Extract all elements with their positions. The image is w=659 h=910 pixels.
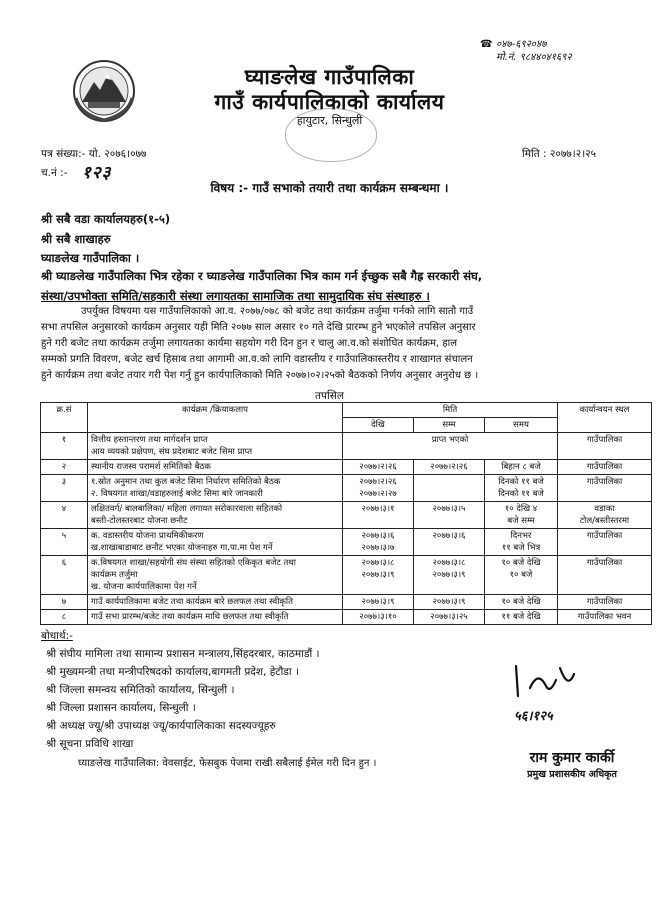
cell-activity: लक्षितवर्ग/ बालबालिका/ महिला लगायत सरोकारवाला सहितको बस्ती-टोलस्तरबाट योजना छनौट <box>88 502 343 529</box>
cell-sn: २ <box>41 460 88 475</box>
header-from: देखि <box>343 418 414 433</box>
cell-sn: १ <box>41 433 88 460</box>
cc-item: श्री जिल्ला समन्वय समितिको कार्यालय, सिन्धुली । <box>46 684 235 696</box>
cell-time: ११ बजे देखि <box>485 610 558 625</box>
office-stamp <box>285 108 377 162</box>
cell-from: २०७७।२।२६ २०७७।२।२७ <box>343 475 414 502</box>
cell-from: २०७७।३।१० <box>343 610 414 625</box>
dispatch-label: च.नं :- <box>41 167 68 179</box>
table-row <box>41 610 652 625</box>
header-sn: क्र.सं <box>41 403 88 433</box>
mobile-number: मो.नं. ९८४४०४१६९२ <box>496 52 572 63</box>
body-line-2: सभा तपसिल अनुसारको कार्यक्रम अनुसार यही मिति २०७७ साल असार १० गते देखि प्रारम्भ हुने भएकोले तपसिल अनुसार <box>41 322 476 333</box>
cell-location: गाउँपालिका भवन <box>558 610 652 625</box>
signature-scribble <box>508 660 628 700</box>
cell-to: २०७७।३।९ <box>414 595 485 610</box>
office-name: गाउँ कार्यपालिकाको कार्यालय <box>214 90 445 114</box>
cell-from: प्राप्त भएको <box>343 433 558 460</box>
letter-subject: विषय :- गाउँ सभाको तयारी तथा कार्यक्रम सम्बन्धमा । <box>210 181 449 195</box>
table-row <box>41 556 652 595</box>
letter-body <box>41 304 641 384</box>
cell-location: वडाका टोल/बस्तीस्तरमा <box>558 502 652 529</box>
cell-from: २०७७।२।२६ <box>343 460 414 475</box>
cell-to: २०७७।३।५ <box>414 502 485 529</box>
table-row <box>41 502 652 529</box>
schedule-caption: तपसिल <box>315 390 344 402</box>
cc-item: श्री सूचना प्रविधि शाखा <box>46 738 134 750</box>
header-to: सम्म <box>414 418 485 433</box>
table-row <box>41 460 652 475</box>
cell-location: गाउँपालिका <box>558 433 652 460</box>
table-row <box>41 595 652 610</box>
cell-time: १० बजे देखि <box>485 595 558 610</box>
municipality-name: घ्याङलेख गाउँपालिका <box>244 65 415 89</box>
cell-to: २०७७।३।८ २०७७।३।९ <box>414 556 485 595</box>
schedule-table <box>40 402 652 625</box>
header-time: समय <box>485 418 558 433</box>
cell-activity: वित्तीय हस्तान्तरण तथा मार्गदर्शन प्राप्त आय व्ययको प्रक्षेपण, संघ प्रदेशबाट बजेट सिमा प्राप्त <box>88 433 343 460</box>
cell-activity: क.विषयगत शाखा/सहयोगी संघ संस्था सहितको एकिकृत बजेट तथा कार्यक्रम तर्जुमा ख. योजना कार्यपालिकामा पेश गर्ने <box>88 556 343 595</box>
cell-sn: ६ <box>41 556 88 595</box>
body-line-3: हुने गरी बजेट तथा कार्यक्रम तर्जुमा लगायतका कार्यमा सहयोग गरी दिन हुन र चालु आ.व.को संशोधित कार्यक्रम, हाल <box>41 338 457 349</box>
body-line-5: हुने कार्यक्रम तथा बजेट तयार गरी पेश गर्नु हुन कार्यपालिकाको मिति २०७७।०२।२५को बैठकको निर्णय अनुसार अनुरोध छ । <box>41 370 479 381</box>
cc-item: श्री जिल्ला प्रशासन कार्यालय, सिन्धुली । <box>46 702 196 714</box>
cell-sn: ७ <box>41 595 88 610</box>
cc-item: श्री संघीय मामिला तथा सामान्य प्रशासन मन्त्रालय,सिंहदरबार, काठमाडौं । <box>46 648 320 660</box>
header-location: कार्यान्वयन स्थल <box>558 403 652 433</box>
cell-activity: गाउँ कार्यपालिकामा बजेट तथा कार्यक्रम बारे छलफल तथा स्वीकृति <box>88 595 343 610</box>
cell-sn: ५ <box>41 529 88 556</box>
cell-activity: क. वडास्तरीय योजना प्राथमिकीकरण ख.शाखाबाडाबाट छनौट भएका योजनाहरु गा.पा.मा पेश गर्ने <box>88 529 343 556</box>
schedule-table-body <box>41 433 652 625</box>
cell-time: दिनभर ११ बजे भित्र <box>485 529 558 556</box>
cell-from: २०७७।३।१ <box>343 502 414 529</box>
cell-time: बिहान ८ बजे <box>485 460 558 475</box>
addressee-municipality: घ्याङलेख गाउँपालिका । <box>41 251 140 265</box>
addressee-organizations-line1: श्री घ्याङलेख गाउँपालिका भित्र रहेका र घ्याङलेख गाउँपालिका भित्र काम गर्न ईच्छुक सबै गैह्र सरकारी संघ, <box>41 269 483 283</box>
office-address: हायुटार, सिन्धुली <box>296 114 363 127</box>
table-row <box>41 475 652 502</box>
cell-to <box>414 475 485 502</box>
addressee-sections: श्री सबै शाखाहरु <box>41 232 111 246</box>
table-header-row <box>41 403 652 418</box>
addressee-organizations <box>41 266 631 306</box>
cell-sn: ८ <box>41 610 88 625</box>
phone-number: ०४७-६९२०४७ <box>496 39 547 50</box>
cell-location: गाउँपालिका <box>558 556 652 595</box>
addressee-ward-offices: श्री सबै वडा कार्यालयहरु(१-५) <box>41 212 171 226</box>
cell-sn: ४ <box>41 502 88 529</box>
cell-location: गाउँपालिका <box>558 460 652 475</box>
cell-time: १० बजे देखि १० बजे <box>485 556 558 595</box>
cell-activity: गाउँ सभा प्रारम्भ/बजेट तथा कार्यक्रम माथि छलफल तथा स्वीकृति <box>88 610 343 625</box>
header-activity: कार्यक्रम /क्रियाकलाप <box>88 403 343 433</box>
letter-date: मिति : २०७७।२।२५ <box>522 148 597 160</box>
signature-date: ५६।१२५ <box>514 709 553 724</box>
cell-to: २०७७।३।६ <box>414 529 485 556</box>
dispatch-number: १२३ <box>82 163 112 183</box>
body-line-1: उपर्युक्त विषयमा यस गाउँपालिकाको आ.व. २०७७/०७८ को बजेट तथा कार्यक्रम तर्जुमा गर्नको लागि सातौ गाउँ <box>81 306 474 317</box>
cell-time: १० देखि ४ बजे सम्म <box>485 502 558 529</box>
cc-final-note: घ्याङलेख गाउँपालिका: वेवसाईट, फेसबुक पेजमा राखी सबैलाई ईमेल गरी दिन हुन । <box>78 758 377 769</box>
cell-to: २०७७।३।२५ <box>414 610 485 625</box>
cell-activity: १.स्रोत अनुमान तथा कुल बजेट सिमा निर्धारण समितिको बैठक २. विषयगत शाखा/वडाहरुलाई बजेट सिमा बारे जानकारी <box>88 475 343 502</box>
signatory-title: प्रमुख प्रशासकीय अधिकृत <box>527 769 617 780</box>
cell-location: गाउँपालिका <box>558 595 652 610</box>
cell-to: २०७७।२।२६ <box>414 460 485 475</box>
addressee-organizations-line2: संस्था/उपभोक्ता समिति/सहकारी संस्था लगायतका सामाजिक तथा सामुदायिक संघ संस्थाहरु । <box>41 289 430 303</box>
body-line-4: सम्मको प्रगति विवरण, बजेट खर्च हिसाब तथा आगामी आ.व.को लागि वडास्तीय र गाउँपालिकास्तरीय र शाखागत संचालन <box>41 354 473 365</box>
signatory-name: राम कुमार कार्की <box>529 750 615 766</box>
cell-from: २०७७।३।९ <box>343 595 414 610</box>
cc-item: श्री मुख्यमन्त्री तथा मन्त्रीपरिषदको कार्यालय,बागमती प्रदेश, हेटौडा । <box>46 666 299 678</box>
cell-activity: स्थानीय राजस्व परामर्श समितिको बैठक <box>88 460 343 475</box>
table-row <box>41 433 652 460</box>
cell-from: २०७७।३।८ २०७७।३।९ <box>343 556 414 595</box>
cell-sn: ३ <box>41 475 88 502</box>
header-date: मिति <box>343 403 558 418</box>
cell-from: २०७७।३।६ २०७७।३।७ <box>343 529 414 556</box>
cell-location: गाउँपालिका <box>558 475 652 502</box>
cell-location: गाउँपालिका <box>558 529 652 556</box>
cell-time: दिनको ११ बजे दिनको ११ बजे <box>485 475 558 502</box>
phone-icon: ☎ <box>480 39 493 50</box>
table-row <box>41 529 652 556</box>
letter-number: पत्र संख्या:- यो. २०७६।०७७ <box>41 148 147 160</box>
cc-item: श्री अध्यक्ष ज्यू/श्री उपाध्यक्ष ज्यू/कार्यपालिकाका सदस्यज्यूहरु <box>46 720 276 732</box>
cc-heading: बोधार्थ:- <box>41 630 73 642</box>
